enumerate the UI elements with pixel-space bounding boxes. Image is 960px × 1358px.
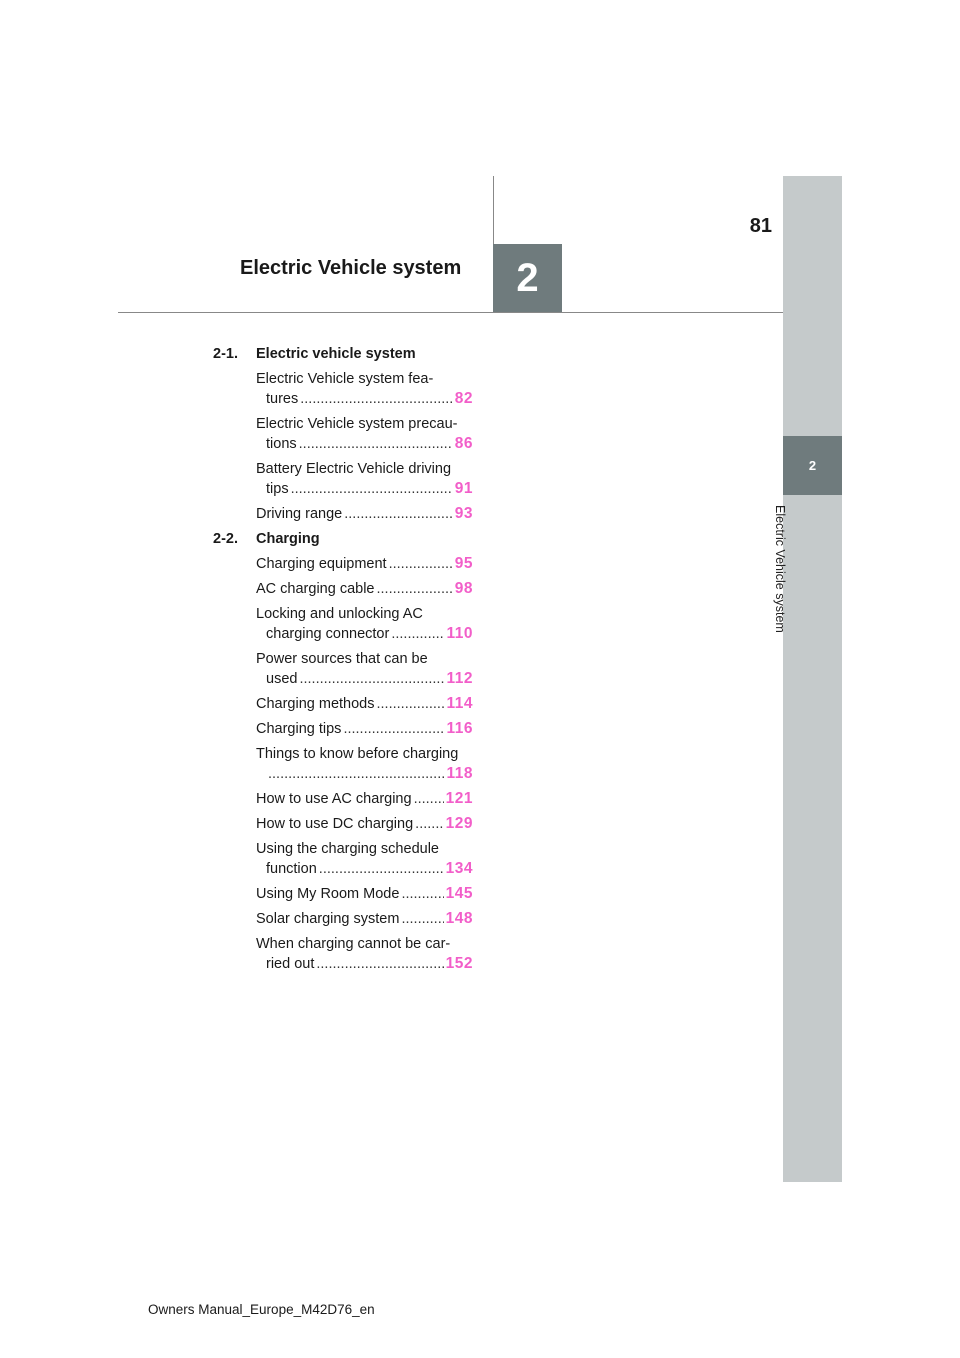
toc-section-number: 2-1. (213, 346, 238, 362)
toc-dot-leader (300, 389, 453, 409)
header-vertical-rule (493, 176, 494, 244)
toc-entry[interactable] (213, 369, 473, 409)
toc-page-link[interactable]: 82 (454, 390, 473, 407)
toc-entry-title: Charging tips (256, 721, 342, 737)
toc-page-link[interactable]: 91 (454, 480, 473, 497)
toc-entry[interactable] (213, 909, 473, 929)
toc-dot-leader (299, 669, 444, 689)
toc-dot-leader (414, 789, 444, 809)
toc-entry-title-continued: charging connector (266, 626, 390, 642)
toc-entry-title: How to use DC charging (256, 816, 414, 832)
toc-section-heading (213, 529, 473, 549)
toc-entry-title: Things to know before charging (256, 746, 459, 762)
toc-page-link[interactable]: 110 (446, 625, 473, 642)
toc-dot-leader (377, 694, 445, 714)
toc-dot-leader (344, 504, 453, 524)
toc-entry-title: Solar charging system (256, 911, 400, 927)
toc-entry[interactable] (213, 744, 473, 784)
toc-section-number: 2-2. (213, 531, 238, 547)
toc-page-link[interactable]: 148 (445, 910, 473, 927)
chapter-number-box: 2 (493, 244, 562, 313)
toc-entry-title: Locking and unlocking AC (256, 606, 423, 622)
toc-entry[interactable] (213, 649, 473, 689)
toc-dot-leader (316, 954, 443, 974)
toc-entry[interactable] (213, 884, 473, 904)
side-tab (783, 176, 842, 1182)
toc-page-link[interactable]: 121 (445, 790, 473, 807)
toc-entry[interactable] (213, 694, 473, 714)
toc-page-link[interactable]: 93 (454, 505, 473, 522)
toc-entry-title: Using My Room Mode (256, 886, 400, 902)
toc-page-link[interactable]: 86 (454, 435, 473, 452)
toc-dot-leader (401, 909, 443, 929)
toc-entry[interactable] (213, 554, 473, 574)
toc-entry-title: Power sources that can be (256, 651, 428, 667)
toc-dot-leader (343, 719, 444, 739)
toc-page-link[interactable]: 95 (454, 555, 473, 572)
side-tab-chapter-number[interactable]: 2 (783, 436, 842, 495)
toc-section-heading (213, 344, 473, 364)
footer-text: Owners Manual_Europe_M42D76_en (148, 1302, 375, 1317)
toc-entry[interactable] (213, 719, 473, 739)
toc-dot-leader (291, 479, 453, 499)
toc-entry[interactable] (213, 814, 473, 834)
toc-entry[interactable] (213, 789, 473, 809)
toc-section-title: Electric vehicle system (256, 346, 416, 362)
toc-dot-leader (391, 624, 444, 644)
toc-page-link[interactable]: 112 (446, 670, 473, 687)
toc-entry[interactable] (213, 934, 473, 974)
toc-dot-leader (319, 859, 444, 879)
toc-page-link[interactable]: 134 (445, 860, 473, 877)
toc-entry-title: Using the charging schedule (256, 841, 439, 857)
toc-entry-title-continued: tips (266, 481, 289, 497)
toc-dot-leader (268, 764, 444, 784)
toc-section-title: Charging (256, 531, 320, 547)
toc-entry-title: Electric Vehicle system fea- (256, 371, 434, 387)
toc-entry[interactable] (213, 604, 473, 644)
toc-entry-title: Charging equipment (256, 556, 387, 572)
toc-page-link[interactable]: 98 (454, 580, 473, 597)
toc-dot-leader (389, 554, 453, 574)
toc-entry-title: Driving range (256, 506, 343, 522)
header-rule (118, 312, 783, 313)
table-of-contents (213, 344, 473, 979)
toc-entry[interactable] (213, 504, 473, 524)
toc-dot-leader (415, 814, 443, 834)
toc-entry-title: Battery Electric Vehicle driving (256, 461, 452, 477)
toc-page-link[interactable]: 114 (446, 695, 473, 712)
toc-page-link[interactable]: 116 (446, 720, 473, 737)
toc-entry[interactable] (213, 414, 473, 454)
section-title: Electric Vehicle system (240, 257, 462, 279)
toc-entry-title: How to use AC charging (256, 791, 412, 807)
toc-entry-title-continued: ried out (266, 956, 315, 972)
toc-entry[interactable] (213, 459, 473, 499)
toc-dot-leader (401, 884, 443, 904)
toc-page-link[interactable]: 145 (445, 885, 473, 902)
toc-entry-title: AC charging cable (256, 581, 375, 597)
toc-entry-title-continued: used (266, 671, 298, 687)
toc-entry-title: Electric Vehicle system precau- (256, 416, 458, 432)
toc-dot-leader (377, 579, 453, 599)
toc-entry-title-continued: tions (266, 436, 297, 452)
toc-entry-title: Charging methods (256, 696, 375, 712)
toc-entry-title: When charging cannot be car- (256, 936, 451, 952)
side-tab-label-wrap (773, 505, 808, 665)
toc-entry-title-continued: function (266, 861, 317, 877)
page-number: 81 (749, 215, 772, 237)
toc-page-link[interactable]: 129 (445, 815, 473, 832)
toc-entry[interactable] (213, 579, 473, 599)
toc-entry-title-continued: tures (266, 391, 299, 407)
toc-entry[interactable] (213, 839, 473, 879)
toc-page-link[interactable]: 152 (445, 955, 473, 972)
toc-dot-leader (299, 434, 453, 454)
side-tab-label: Electric Vehicle system (773, 505, 787, 633)
toc-page-link[interactable]: 118 (446, 765, 473, 782)
